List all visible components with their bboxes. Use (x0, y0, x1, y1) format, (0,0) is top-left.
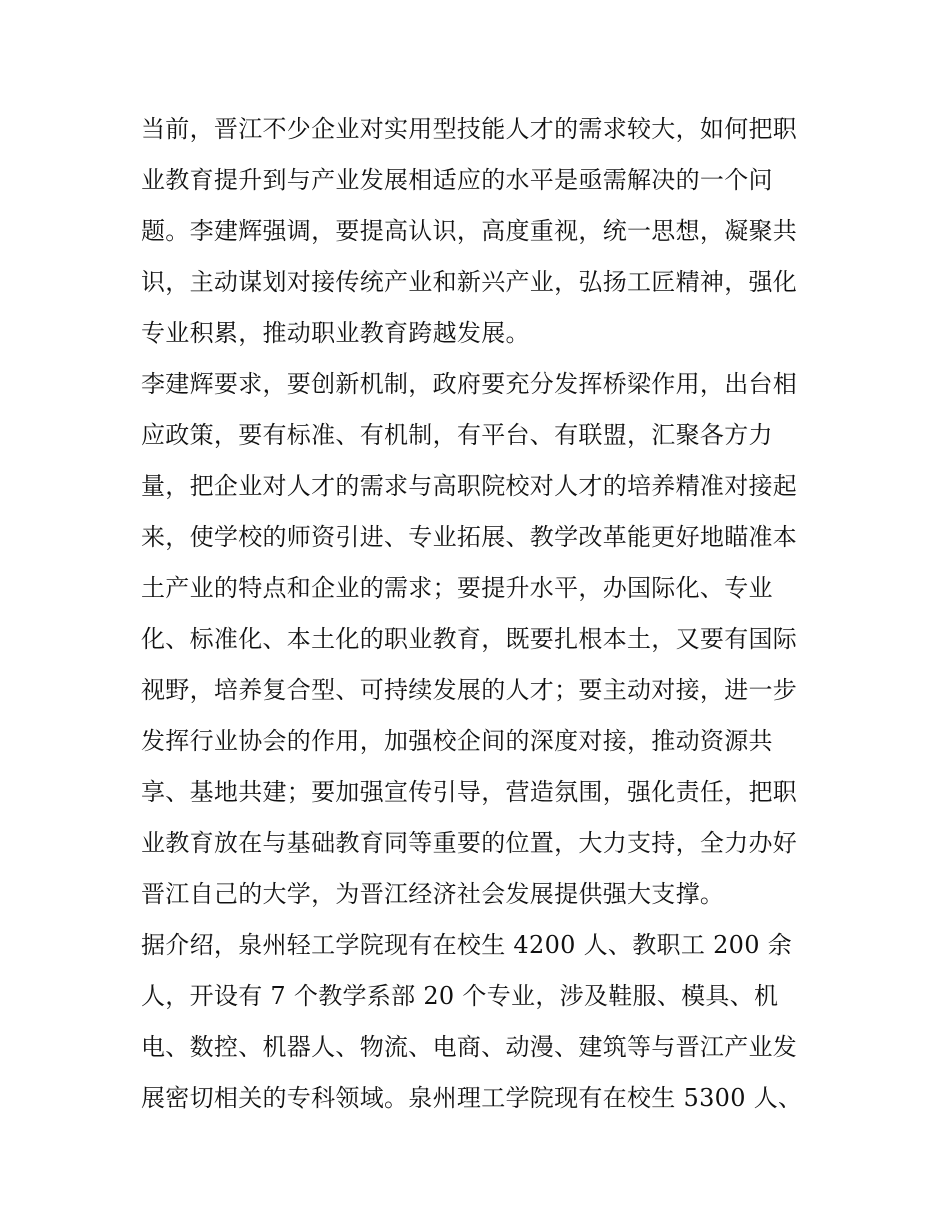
text-line: 视野，培养复合型、可持续发展的人才；要主动对接，进一步 (141, 676, 798, 704)
text-line: 晋江自己的大学，为晋江经济社会发展提供强大支撑。 (141, 880, 725, 908)
text-line: 量，把企业对人才的需求与高职院校对人才的培养精准对接起 (141, 472, 798, 500)
text-line: 土产业的特点和企业的需求；要提升水平，办国际化、专业 (141, 574, 773, 602)
text-line: 展密切相关的专科领域。泉州理工学院现有在校生 5300 人、 (141, 1084, 803, 1112)
text-line: 业教育放在与基础教育同等重要的位置，大力支持，全力办好 (141, 829, 798, 857)
text-line: 应政策，要有标准、有机制，有平台、有联盟，汇聚各方力 (141, 421, 773, 449)
text-line: 李建辉要求，要创新机制，政府要充分发挥桥梁作用，出台相 (141, 370, 798, 398)
text-line: 业教育提升到与产业发展相适应的水平是亟需解决的一个问 (141, 166, 773, 194)
text-line: 识，主动谋划对接传统产业和新兴产业，弘扬工匠精神，强化 (141, 268, 798, 296)
text-line: 当前，晋江不少企业对实用型技能人才的需求较大，如何把职 (141, 115, 798, 143)
text-line: 发挥行业协会的作用，加强校企间的深度对接，推动资源共 (141, 727, 773, 755)
text-line: 据介绍，泉州轻工学院现有在校生 4200 人、教职工 200 余 (141, 931, 793, 959)
text-line: 享、基地共建；要加强宣传引导，营造氛围，强化责任，把职 (141, 778, 798, 806)
text-line: 专业积累，推动职业教育跨越发展。 (141, 319, 530, 347)
text-line: 电、数控、机器人、物流、电商、动漫、建筑等与晋江产业发 (141, 1033, 798, 1061)
text-line: 题。李建辉强调，要提高认识，高度重视，统一思想，凝聚共 (141, 217, 798, 245)
text-line: 来，使学校的师资引进、专业拓展、教学改革能更好地瞄准本 (141, 523, 798, 551)
article-body (141, 104, 821, 1124)
text-line: 化、标准化、本土化的职业教育，既要扎根本土，又要有国际 (141, 625, 798, 653)
text-line: 人，开设有 7 个教学系部 20 个专业，涉及鞋服、模具、机 (141, 982, 779, 1010)
